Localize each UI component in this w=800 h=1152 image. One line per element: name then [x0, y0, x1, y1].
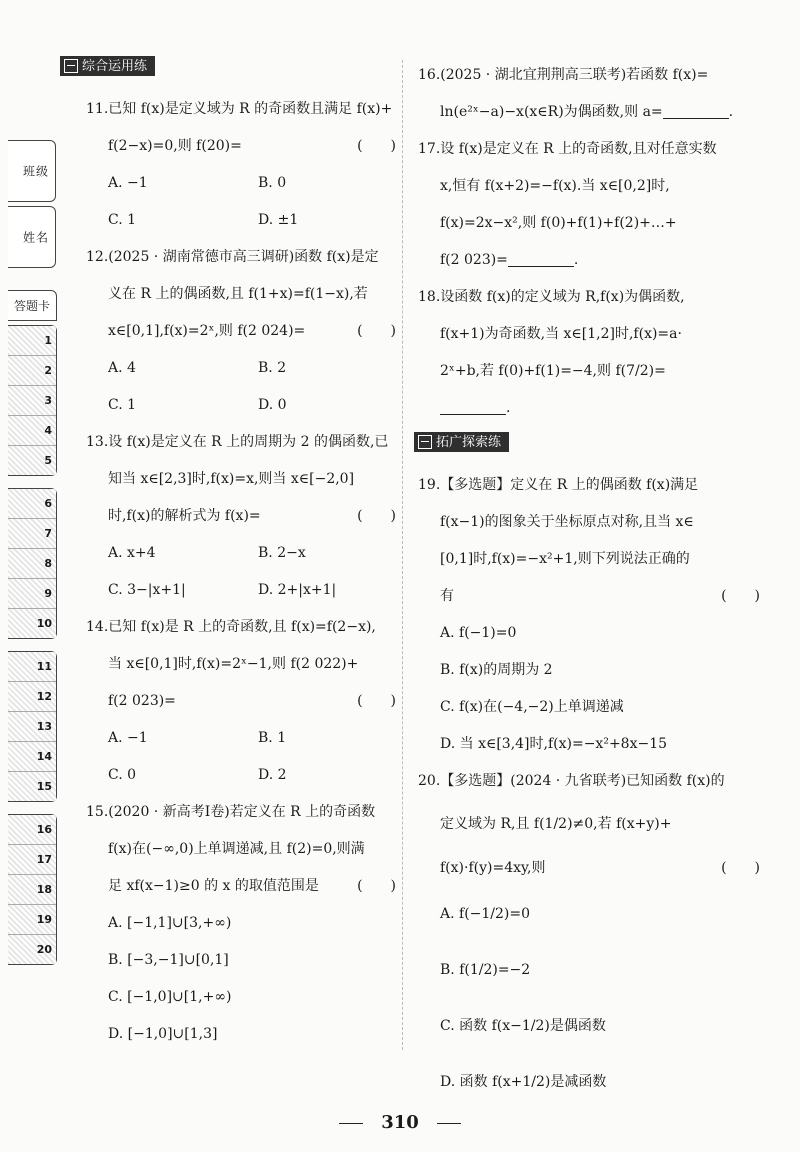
q20-line3: f(x)·f(y)=4xy,则 [440, 859, 546, 876]
q15-line2: f(x)在(−∞,0)上单调递减,且 f(2)=0,则满 [108, 840, 365, 857]
option-a[interactable]: A. −1 [108, 174, 148, 191]
q14-line3: f(2 023)= [108, 692, 176, 709]
option-b[interactable]: B. 1 [258, 729, 287, 746]
question-16: 16.(2025 · 湖北宜荆荆高三联考)若函数 f(x)= ln(e²ˣ−a)−x(x∈R)为偶函数,则 a= . [440, 56, 760, 130]
answer-group [8, 651, 57, 802]
option-a[interactable]: A. f(−1)=0 [440, 624, 517, 641]
q13-line1: 13.设 f(x)是定义在 R 上的周期为 2 的偶函数,已 [86, 433, 389, 450]
q20-line2: 定义域为 R,且 f(1/2)≠0,若 f(x+y)+ [440, 816, 672, 832]
column-divider [402, 60, 403, 1050]
q17-line4: f(2 023)= [440, 251, 508, 268]
q13-line3: 时,f(x)的解析式为 f(x)= [108, 507, 261, 524]
answer-cell-5[interactable]: 5 [8, 446, 56, 475]
answer-paren[interactable]: ( ) [721, 859, 760, 876]
q19-line1: 19.【多选题】定义在 R 上的偶函数 f(x)满足 [418, 476, 699, 493]
right-column [418, 56, 760, 1110]
question-20 [418, 762, 760, 1110]
answer-cell-14[interactable]: 14 [8, 742, 56, 772]
answer-blank[interactable] [508, 252, 574, 267]
option-b[interactable]: B. f(1/2)=−2 [440, 962, 531, 978]
answer-cell-16[interactable]: 16 [8, 815, 56, 845]
question-13 [86, 423, 396, 608]
answer-cell-11[interactable]: 11 [8, 652, 56, 682]
answer-cell-12[interactable]: 12 [8, 682, 56, 712]
answer-cell-9[interactable]: 9 [8, 579, 56, 609]
option-b[interactable]: B. 0 [258, 174, 287, 191]
answer-cell-6[interactable]: 6 [8, 489, 56, 519]
q19-line4: 有 [440, 587, 454, 604]
class-label: 班级 [22, 164, 49, 179]
answer-cell-2[interactable]: 2 [8, 356, 56, 386]
question-11 [86, 90, 396, 238]
q14-line1: 14.已知 f(x)是 R 上的奇函数,且 f(x)=f(2−x), [86, 618, 376, 635]
q16-line1: 16.(2025 · 湖北宜荆荆高三联考)若函数 f(x)= [418, 66, 709, 83]
question-15 [86, 793, 396, 1052]
q12-line3: x∈[0,1],f(x)=2ˣ,则 f(2 024)= [108, 322, 306, 339]
q17-line3: f(x)=2x−x²,则 f(0)+f(1)+f(2)+…+ [440, 214, 677, 231]
answer-cell-1[interactable]: 1 [8, 326, 56, 356]
option-d[interactable]: D. 2+|x+1| [258, 581, 337, 598]
option-b[interactable]: B. f(x)的周期为 2 [440, 661, 553, 678]
option-b[interactable]: B. 2−x [258, 544, 306, 561]
option-a[interactable]: A. x+4 [108, 544, 156, 561]
answer-cell-7[interactable]: 7 [8, 519, 56, 549]
answer-cell-20[interactable]: 20 [8, 935, 56, 964]
answer-sidebar [8, 140, 56, 977]
answer-cell-17[interactable]: 17 [8, 845, 56, 875]
option-d[interactable]: D. 函数 f(x+1/2)是减函数 [440, 1074, 607, 1090]
question-14 [86, 608, 396, 793]
answer-cell-8[interactable]: 8 [8, 549, 56, 579]
option-a[interactable]: A. 4 [108, 359, 136, 376]
section-title-explore: 拓广探索练 [414, 432, 509, 452]
q18-line1: 18.设函数 f(x)的定义域为 R,f(x)为偶函数, [418, 288, 685, 305]
answer-paren[interactable]: ( ) [357, 877, 396, 894]
answer-cell-4[interactable]: 4 [8, 416, 56, 446]
answer-card-groups [8, 325, 56, 965]
answer-group [8, 325, 57, 476]
option-c[interactable]: C. [−1,0]∪[1,+∞) [108, 988, 232, 1005]
left-column [82, 56, 396, 1052]
option-d[interactable]: D. 0 [258, 396, 287, 413]
book-icon [64, 59, 78, 73]
answer-cell-10[interactable]: 10 [8, 609, 56, 638]
answer-cell-19[interactable]: 19 [8, 905, 56, 935]
q19-line2: f(x−1)的图象关于坐标原点对称,且当 x∈ [440, 513, 694, 530]
question-12 [86, 238, 396, 423]
answer-paren[interactable]: ( ) [721, 587, 760, 604]
q16-line2: ln(e²ˣ−a)−x(x∈R)为偶函数,则 a= [440, 103, 663, 120]
option-c[interactable]: C. 1 [108, 396, 137, 413]
book-icon [418, 435, 432, 449]
option-a[interactable]: A. f(−1/2)=0 [440, 906, 531, 922]
q11-line2: f(2−x)=0,则 f(20)= [108, 137, 242, 154]
q15-line1: 15.(2020 · 新高考Ⅰ卷)若定义在 R 上的奇函数 [86, 803, 376, 820]
option-c[interactable]: C. 1 [108, 211, 137, 228]
option-d[interactable]: D. 2 [258, 766, 287, 783]
question-17: 17.设 f(x)是定义在 R 上的奇函数,且对任意实数 x,恒有 f(x+2)=−f(x).当 x∈[0,2]时, f(x)=2x−x²,则 f(0)+f(1)+f(2)+…+ f(2 023)= . [440, 130, 760, 278]
q15-line3: 足 xf(x−1)≥0 的 x 的取值范围是 [108, 877, 319, 894]
answer-paren[interactable]: ( ) [357, 322, 396, 339]
answer-paren[interactable]: ( ) [357, 692, 396, 709]
name-label: 姓名 [22, 230, 49, 245]
q12-line2: 义在 R 上的偶函数,且 f(1+x)=f(1−x),若 [108, 285, 368, 302]
answer-cell-13[interactable]: 13 [8, 712, 56, 742]
option-c[interactable]: C. 0 [108, 766, 137, 783]
option-b[interactable]: B. [−3,−1]∪[0,1] [108, 951, 229, 968]
option-d[interactable]: D. ±1 [258, 211, 299, 228]
page-number: 310 [0, 1112, 800, 1133]
option-a[interactable]: A. [−1,1]∪[3,+∞) [108, 914, 232, 931]
answer-paren[interactable]: ( ) [357, 137, 396, 154]
q19-line3: [0,1]时,f(x)=−x²+1,则下列说法正确的 [440, 550, 690, 567]
option-b[interactable]: B. 2 [258, 359, 287, 376]
answer-cell-3[interactable]: 3 [8, 386, 56, 416]
answer-group [8, 488, 57, 639]
answer-blank[interactable] [440, 400, 506, 415]
q20-line1: 20.【多选题】(2024 · 九省联考)已知函数 f(x)的 [418, 772, 725, 789]
q17-line1: 17.设 f(x)是定义在 R 上的奇函数,且对任意实数 [418, 140, 717, 157]
q12-line1: 12.(2025 · 湖南常德市高三调研)函数 f(x)是定 [86, 248, 379, 265]
q18-line2: f(x+1)为奇函数,当 x∈[1,2]时,f(x)=a· [440, 325, 682, 342]
section-title-comprehensive: 综合运用练 [60, 56, 155, 76]
answer-card-title: 答题卡 [8, 290, 57, 321]
option-c[interactable]: C. 函数 f(x−1/2)是偶函数 [440, 1018, 606, 1034]
answer-blank[interactable] [663, 104, 729, 119]
answer-cell-15[interactable]: 15 [8, 772, 56, 801]
option-c[interactable]: C. f(x)在(−4,−2)上单调递减 [440, 698, 624, 715]
option-a[interactable]: A. −1 [108, 729, 148, 746]
question-19 [418, 466, 760, 762]
option-d[interactable]: D. 当 x∈[3,4]时,f(x)=−x²+8x−15 [440, 735, 668, 752]
answer-group [8, 814, 57, 965]
q13-line2: 知当 x∈[2,3]时,f(x)=x,则当 x∈[−2,0] [108, 470, 355, 487]
option-c[interactable]: C. 3−|x+1| [108, 581, 186, 598]
name-field[interactable] [8, 206, 56, 268]
option-d[interactable]: D. [−1,0]∪[1,3] [108, 1025, 218, 1042]
q17-line2: x,恒有 f(x+2)=−f(x).当 x∈[0,2]时, [440, 177, 670, 194]
question-18: 18.设函数 f(x)的定义域为 R,f(x)为偶函数, f(x+1)为奇函数,当 x∈[1,2]时,f(x)=a· 2ˣ+b,若 f(0)+f(1)=−4,则 f(7/2)= . [440, 278, 760, 426]
answer-cell-18[interactable]: 18 [8, 875, 56, 905]
q11-line1: 11.已知 f(x)是定义域为 R 的奇函数且满足 f(x)+ [86, 100, 393, 117]
q18-line3: 2ˣ+b,若 f(0)+f(1)=−4,则 f(7/2)= [440, 362, 666, 379]
class-field[interactable] [8, 140, 56, 202]
answer-paren[interactable]: ( ) [357, 507, 396, 524]
q14-line2: 当 x∈[0,1]时,f(x)=2ˣ−1,则 f(2 022)+ [108, 655, 359, 672]
